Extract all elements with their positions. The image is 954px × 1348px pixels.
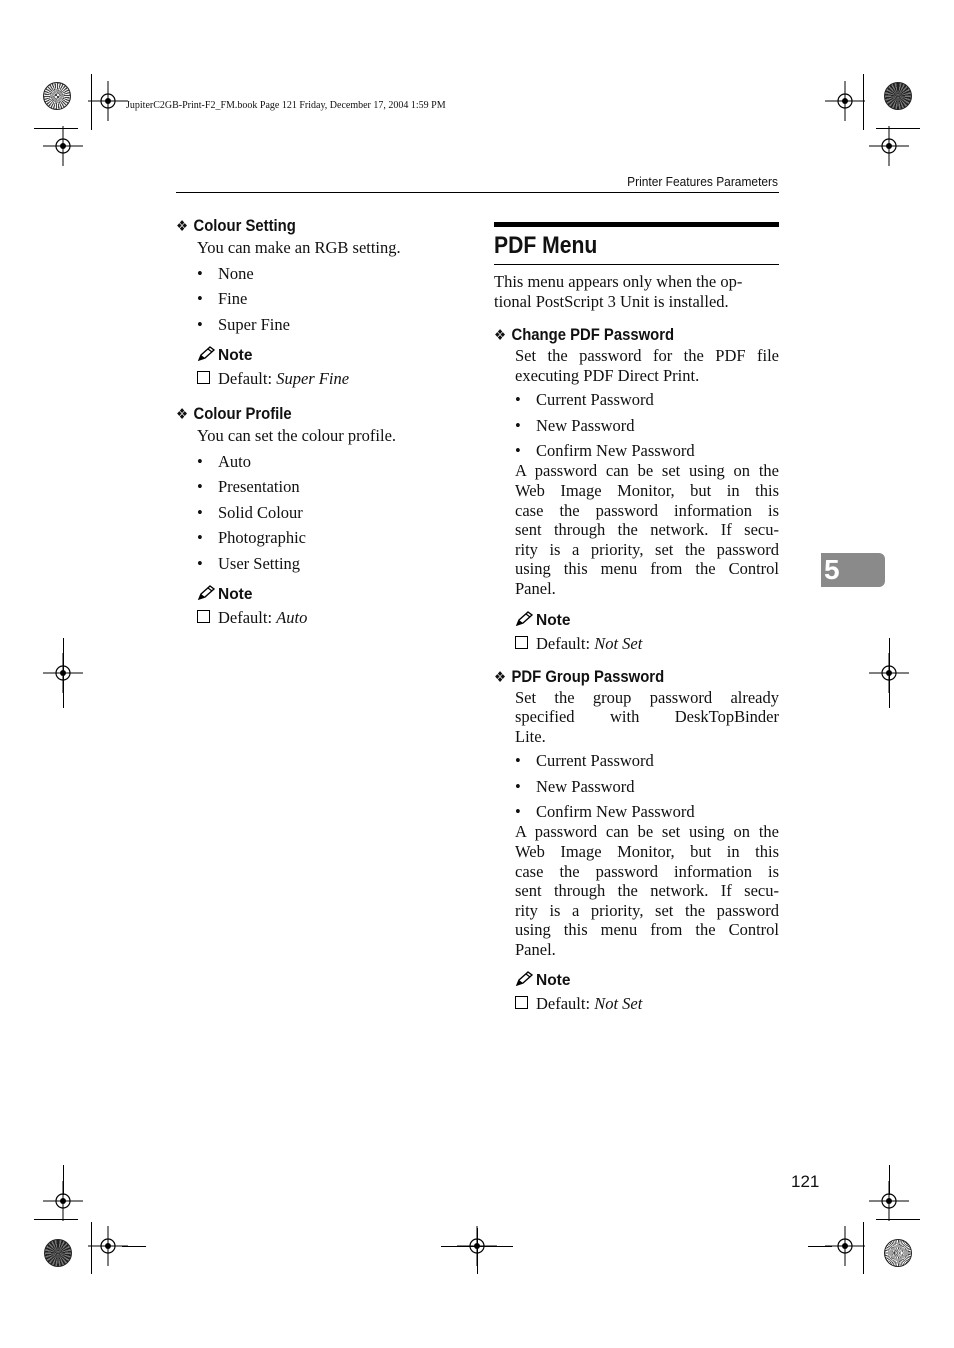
note-heading: Note: [176, 346, 466, 365]
title-rule-top: [494, 222, 779, 227]
pdf-menu-intro: This menu appears only when the op- tional PostScript 3 Unit is installed.: [494, 272, 743, 311]
crosshair-icon: [825, 81, 865, 121]
checkbox-square-icon: [515, 636, 528, 649]
change-pdf-password-heading: ❖ Change PDF Password: [494, 326, 675, 345]
crop-line: [477, 1228, 478, 1274]
diamond-bullet-icon: ❖: [494, 327, 507, 345]
pencil-note-icon: [515, 971, 533, 987]
registration-dial-icon: [44, 1239, 72, 1267]
pdf-group-password-heading: ❖ PDF Group Password: [494, 667, 665, 686]
chapter-tab: [821, 553, 885, 587]
colour-setting-description: You can make an RGB setting.: [197, 238, 401, 257]
checkbox-square-icon: [515, 996, 528, 1009]
list-item: • User Setting: [197, 553, 301, 573]
checkbox-square-icon: [197, 610, 210, 623]
registration-dial-icon: [884, 82, 912, 110]
list-item: • Auto: [197, 451, 251, 471]
change-pdf-password-detail: A password can be set using on the Web Image Monitor, but in this case the password information is sent through the network. If secu- rity is a priority, set the password using this menu from the Control Panel.: [515, 461, 779, 598]
list-item: • Solid Colour: [197, 502, 303, 522]
pdf-menu-title: PDF Menu: [494, 232, 598, 259]
crop-line: [876, 1219, 920, 1220]
crop-line: [889, 1165, 890, 1195]
pencil-note-icon: [197, 585, 215, 601]
list-item: • None: [197, 263, 254, 283]
note-heading: Note: [176, 585, 466, 604]
diamond-bullet-icon: ❖: [494, 668, 507, 686]
left-column: [176, 217, 466, 628]
file-info: JupiterC2GB-Print-F2_FM.book Page 121 Friday, December 17, 2004 1:59 PM: [126, 100, 446, 111]
change-pdf-password-options: [494, 390, 779, 461]
note-heading: Note: [494, 611, 779, 630]
pdf-group-password-description: Set the group password already specified with DeskTopBinder Lite.: [515, 687, 779, 746]
list-item: • Current Password: [515, 751, 654, 771]
change-pdf-password-description-cont: executing PDF Direct Print.: [515, 365, 700, 385]
crosshair-icon: [88, 81, 128, 121]
list-item: • Confirm New Password: [515, 441, 695, 461]
crop-line: [808, 1246, 832, 1247]
colour-profile-options: [176, 452, 466, 580]
crop-line: [63, 638, 64, 708]
list-item: • Presentation: [197, 477, 300, 497]
pencil-note-icon: [515, 611, 533, 627]
chapter-number: 5: [824, 554, 840, 585]
change-pdf-password-description: Set the password for the PDF file: [515, 346, 779, 366]
crop-line: [63, 1165, 64, 1195]
list-item: • New Password: [515, 415, 635, 435]
note-heading: Note: [494, 971, 779, 990]
header-rule: [176, 192, 779, 193]
list-item: • Fine: [197, 289, 248, 309]
colour-profile-description: You can set the colour profile.: [197, 426, 397, 446]
list-item: • New Password: [515, 776, 635, 796]
list-item: • Super Fine: [197, 314, 290, 334]
checkbox-square-icon: [197, 371, 210, 384]
default-value-line: Default: Auto: [176, 608, 466, 628]
colour-profile-heading: ❖ Colour Profile: [176, 405, 292, 424]
list-item: • Photographic: [197, 528, 306, 548]
registration-dial-icon: [43, 82, 71, 110]
colour-setting-options: [176, 264, 466, 341]
right-column: [494, 222, 779, 1014]
crosshair-icon: [43, 126, 83, 166]
crop-line: [122, 1246, 146, 1247]
default-value-line: Default: Not Set: [494, 994, 779, 1014]
running-header: Printer Features Parameters: [627, 174, 778, 189]
page-number: 121: [791, 1172, 820, 1191]
registration-dial-icon: [884, 1239, 912, 1267]
diamond-bullet-icon: ❖: [176, 406, 189, 424]
list-item: • Confirm New Password: [515, 802, 695, 822]
default-value-line: Default: Not Set: [494, 634, 779, 654]
diamond-bullet-icon: ❖: [176, 218, 189, 235]
crop-line: [889, 638, 890, 708]
pdf-group-password-options: [494, 751, 779, 822]
default-value-line: Default: Super Fine: [176, 369, 466, 389]
colour-setting-heading: ❖ Colour Setting: [176, 217, 296, 235]
list-item: • Current Password: [515, 390, 654, 410]
pdf-group-password-detail: A password can be set using on the Web Image Monitor, but in this case the password information is sent through the network. If secu- rity is a priority, set the password using this menu from the Control Panel.: [515, 822, 779, 959]
crop-line: [34, 1219, 78, 1220]
pencil-note-icon: [197, 346, 215, 362]
crosshair-icon: [869, 126, 909, 166]
title-rule-bottom: [494, 264, 779, 265]
